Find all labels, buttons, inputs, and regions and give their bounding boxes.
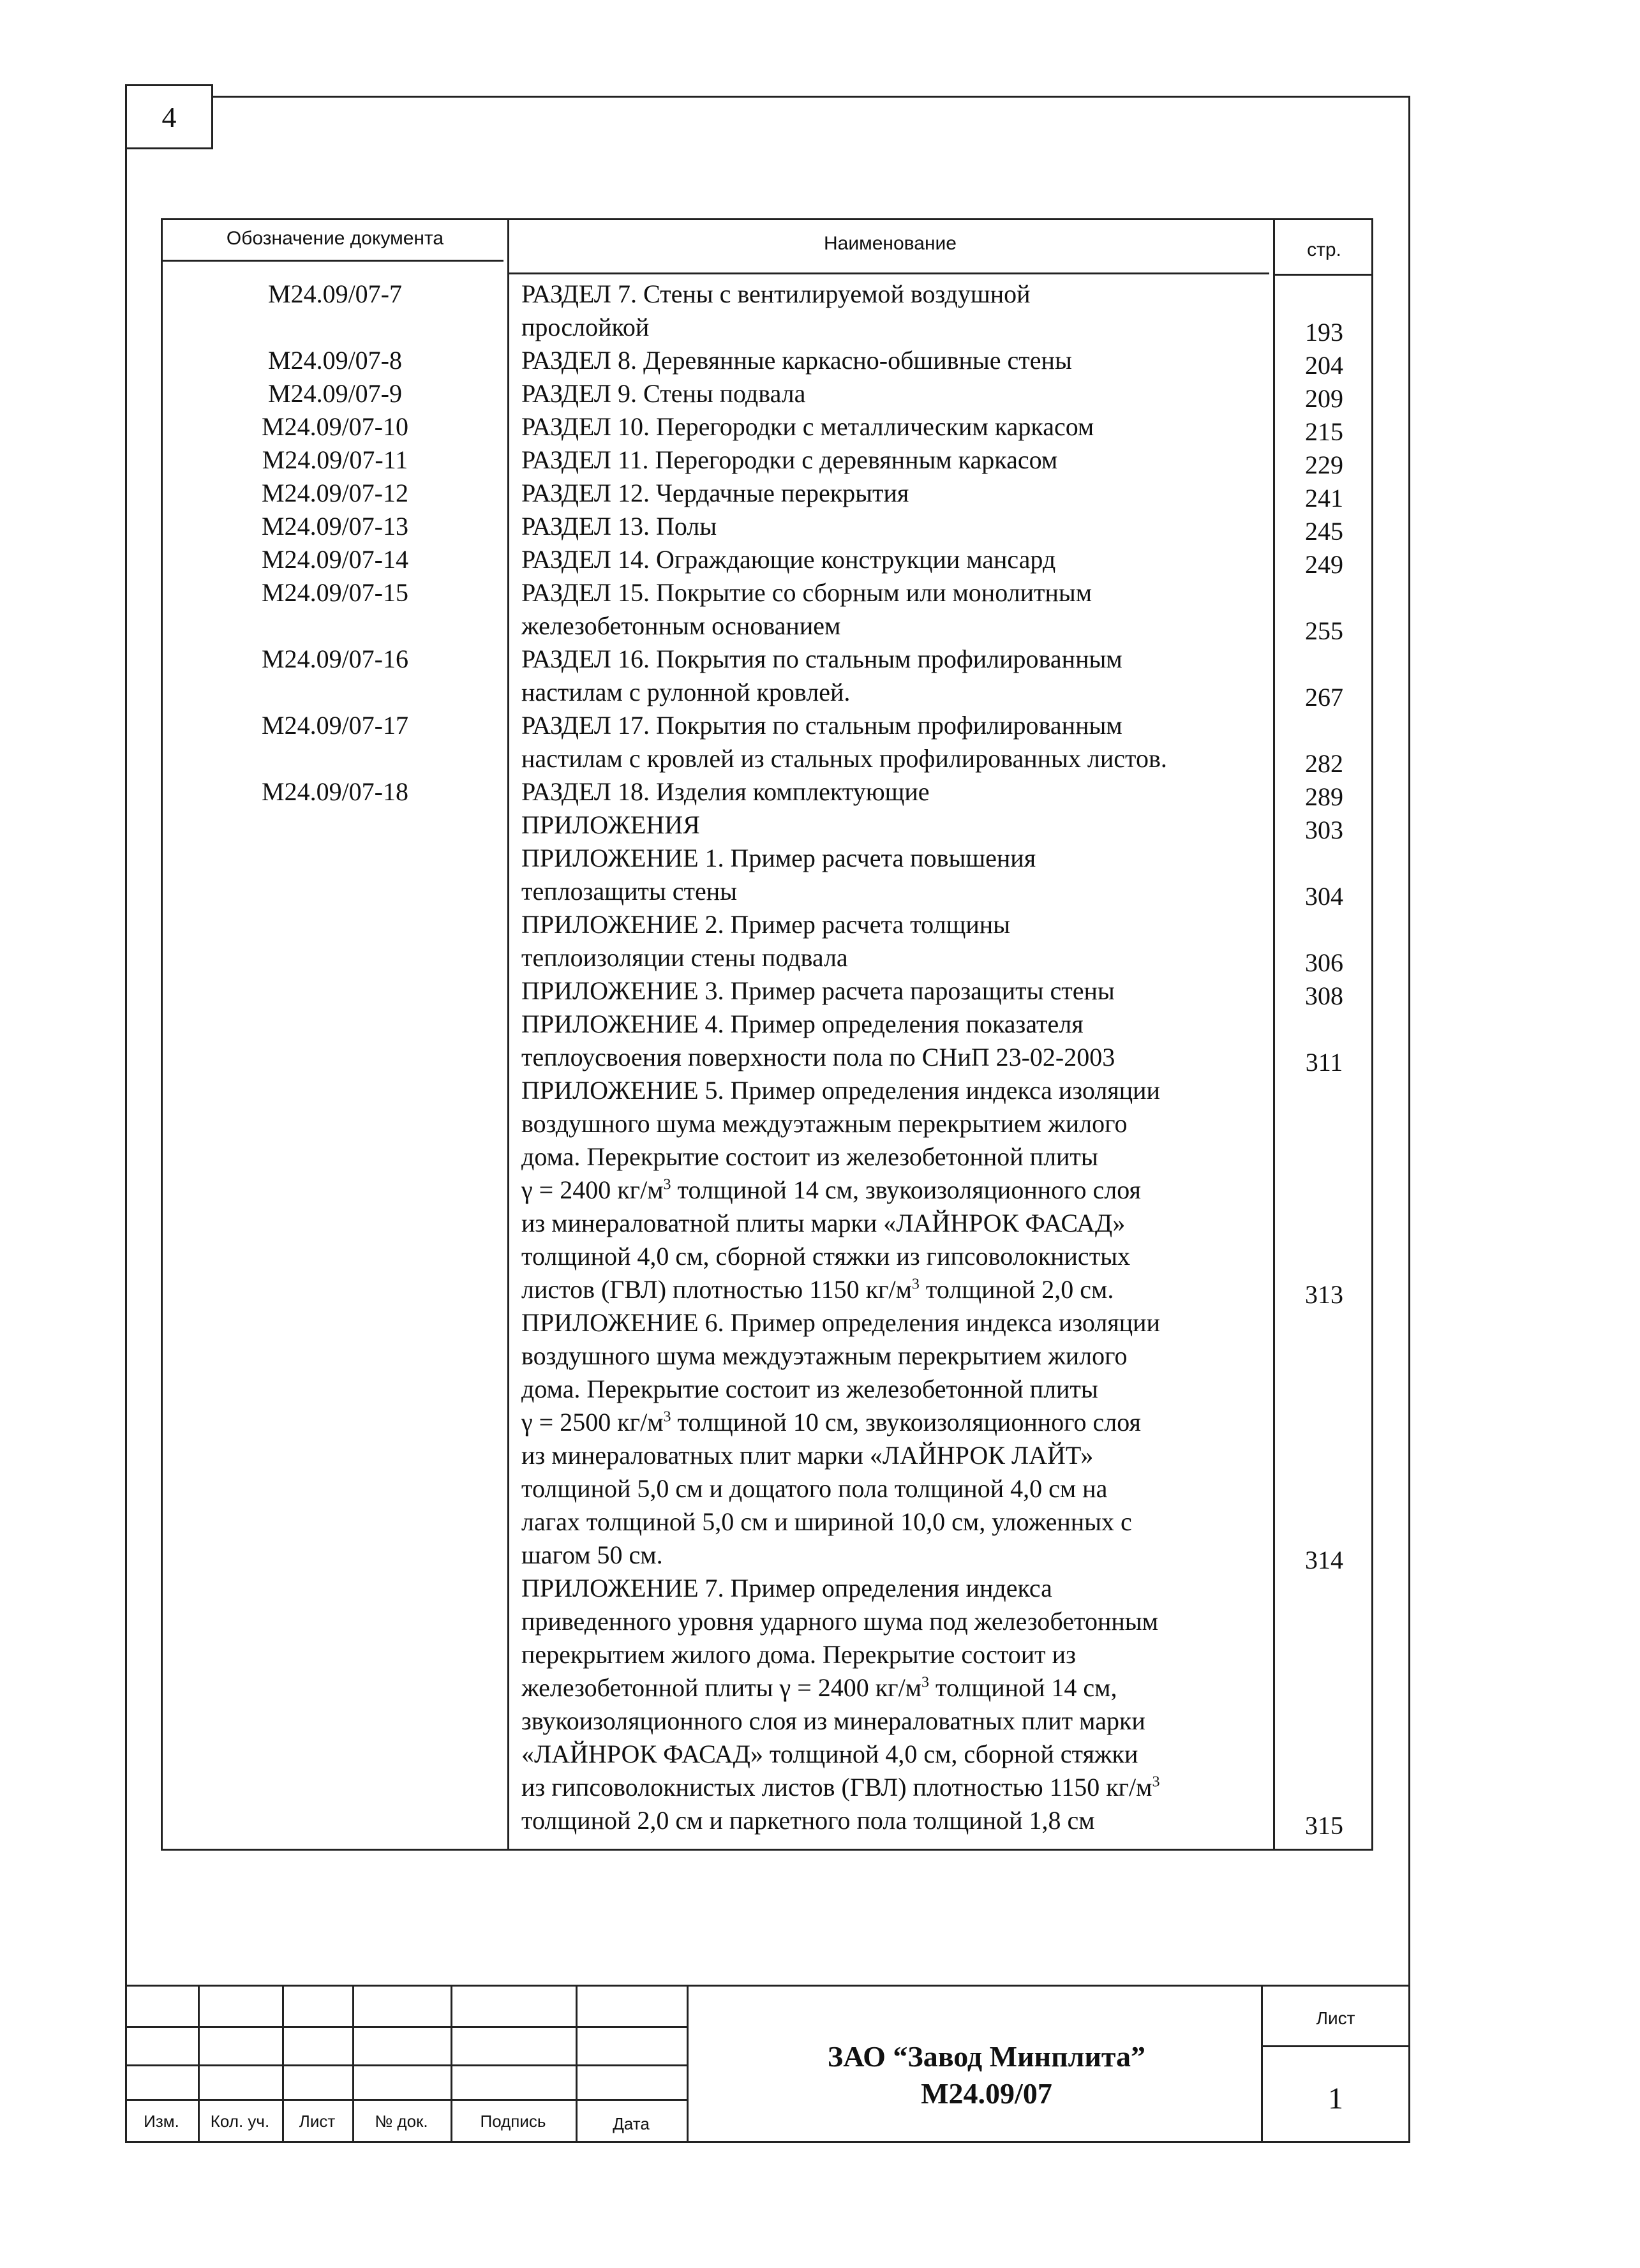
toc-row: [163, 809, 1371, 842]
toc-title-line: из минераловатной плиты марки «ЛАЙНРОК ФАСАД»: [521, 1209, 1126, 1237]
toc-code: М24.09/07-12: [262, 479, 408, 507]
toc-row: [163, 410, 1371, 444]
title-block: [125, 1985, 1410, 2143]
toc-title: [521, 1306, 1428, 1572]
toc-title-line: дома. Перекрытие состоит из железобетонной плиты: [521, 1375, 1098, 1403]
toc-title-line: γ = 2500 $кг/м^3$ толщиной 10 см, звукоизоляционного слоя: [521, 1408, 1141, 1436]
toc-page: 304: [1305, 882, 1343, 911]
toc-title-line: настилам с кровлей из стальных профилированных листов.: [521, 744, 1167, 773]
toc-title-line: ПРИЛОЖЕНИЯ: [521, 810, 700, 839]
toc-row: [163, 908, 1371, 977]
toc-title-line: лагах толщиной 5,0 см и шириной 10,0 см, уложенных с: [521, 1507, 1132, 1536]
toc-row: [163, 1074, 1371, 1309]
toc-row: [163, 643, 1371, 712]
toc-title: [521, 1572, 1428, 1837]
page-number-box: [125, 84, 213, 149]
toc-code: М24.09/07-17: [262, 711, 408, 740]
toc-page: 311: [1305, 1048, 1343, 1077]
stamp-label-docnum: № док.: [375, 2112, 428, 2131]
toc-title-line: шагом 50 см.: [521, 1541, 663, 1569]
toc-row: [163, 974, 1371, 1008]
toc-title-line: из гипсоволокнистых листов (ГВЛ) плотностью 1150 $кг/м^3$: [521, 1773, 1160, 1802]
toc-title-line: γ = 2400 $кг/м^3$ толщиной 14 см, звукоизоляционного слоя: [521, 1175, 1141, 1204]
toc-title-line: теплоизоляции стены подвала: [521, 943, 848, 972]
toc-code: М24.09/07-14: [262, 545, 408, 574]
sheet-label: Лист: [1316, 2008, 1355, 2028]
toc-page: 229: [1305, 451, 1343, 479]
toc-title-line: РАЗДЕЛ 9. Стены подвала: [521, 379, 806, 408]
toc-row: [163, 543, 1371, 579]
toc-title-line: толщиной 4,0 см, сборной стяжки из гипсоволокнистых: [521, 1242, 1131, 1271]
header-divider: [163, 260, 503, 262]
toc-page: 315: [1305, 1811, 1343, 1840]
toc-row: [163, 576, 1371, 643]
toc-title-line: железобетонным основанием: [521, 611, 841, 640]
toc-title-line: из минераловатных плит марки «ЛАЙНРОК ЛАЙТ»: [521, 1441, 1094, 1470]
toc-code: М24.09/07-15: [262, 578, 408, 607]
sheet-number: 1: [1328, 2082, 1343, 2115]
toc-row: [163, 510, 1371, 546]
toc-page: 306: [1305, 948, 1343, 977]
toc-title-line: РАЗДЕЛ 17. Покрытия по стальным профилированным: [521, 711, 1122, 740]
toc-title-line: РАЗДЕЛ 15. Покрытие со сборным или монолитным: [521, 578, 1092, 607]
toc-page: 215: [1305, 417, 1343, 446]
page-number: 4: [161, 100, 177, 133]
contents-table: [161, 218, 1373, 1851]
toc-row: [163, 377, 1371, 413]
stamp-label-date: Дата: [613, 2114, 650, 2133]
toc-title-line: прослойкой: [521, 313, 650, 341]
toc-page: 282: [1305, 749, 1343, 778]
stamp-row-line: [125, 2064, 687, 2066]
toc-row: [163, 1306, 1371, 1572]
toc-title-line: листов (ГВЛ) плотностью 1150 $кг/м^3$ толщиной 2,0 см.: [521, 1275, 1114, 1304]
toc-title-line: РАЗДЕЛ 16. Покрытия по стальным профилированным: [521, 645, 1122, 673]
toc-row: [163, 842, 1371, 911]
toc-title-line: «ЛАЙНРОК ФАСАД» толщиной 4,0 см, сборной стяжки: [521, 1740, 1138, 1768]
toc-code: М24.09/07-13: [262, 512, 408, 541]
company-name: ЗАО “Завод Минплита”: [827, 2040, 1146, 2073]
toc-title-line: звукоизоляционного слоя из минераловатных плит марки: [521, 1706, 1145, 1735]
toc-row: [163, 775, 1371, 809]
toc-page: 267: [1305, 683, 1343, 712]
toc-title-line: ПРИЛОЖЕНИЕ 6. Пример определения индекса изоляции: [521, 1308, 1160, 1337]
toc-title-line: РАЗДЕЛ 10. Перегородки с металлическим каркасом: [521, 412, 1094, 441]
toc-title-line: ПРИЛОЖЕНИЕ 2. Пример расчета толщины: [521, 910, 1011, 939]
toc-code: М24.09/07-7: [268, 280, 402, 308]
stamp-row-line: [125, 2026, 687, 2028]
toc-code: М24.09/07-16: [262, 645, 408, 673]
toc-page: 313: [1305, 1280, 1343, 1309]
toc-title-line: РАЗДЕЛ 12. Чердачные перекрытия: [521, 479, 909, 507]
toc-title-line: настилам с рулонной кровлей.: [521, 678, 851, 706]
toc-title: [521, 1074, 1428, 1306]
header-title: Наименование: [824, 233, 957, 254]
toc-page: 303: [1305, 816, 1343, 844]
toc-code: М24.09/07-18: [262, 777, 408, 806]
toc-page: 193: [1305, 318, 1343, 347]
toc-title-line: ПРИЛОЖЕНИЕ 3. Пример расчета парозащиты стены: [521, 976, 1115, 1005]
stamp-label-count: Кол. уч.: [210, 2112, 270, 2131]
toc-row: [163, 709, 1371, 778]
toc-title-line: РАЗДЕЛ 8. Деревянные каркасно-обшивные стены: [521, 346, 1072, 375]
toc-title-line: теплозащиты стены: [521, 877, 737, 906]
toc-title-line: воздушного шума междуэтажным перекрытием жилого: [521, 1109, 1128, 1138]
toc-title-line: толщиной 5,0 см и дощатого пола толщиной 4,0 см на: [521, 1474, 1108, 1503]
toc-title-line: железобетонной плиты γ = 2400 $кг/м^3$ толщиной 14 см,: [521, 1673, 1117, 1702]
header-divider: [507, 272, 1269, 274]
header-divider: [1273, 274, 1371, 276]
header-code: Обозначение документа: [226, 228, 444, 249]
toc-title-line: РАЗДЕЛ 7. Стены с вентилируемой воздушной: [521, 280, 1031, 308]
toc-title-line: воздушного шума междуэтажным перекрытием жилого: [521, 1341, 1128, 1370]
toc-title-line: теплоусвоения поверхности пола по СНиП 23-02-2003: [521, 1043, 1115, 1071]
toc-page: 314: [1305, 1546, 1343, 1574]
header-page: стр.: [1307, 239, 1341, 260]
toc-code: М24.09/07-11: [262, 445, 408, 474]
toc-row: [163, 344, 1371, 380]
stamp-label-signature: Подпись: [480, 2112, 546, 2131]
stamp-row-line: [125, 2099, 687, 2101]
toc-page: 245: [1305, 517, 1343, 546]
toc-title-line: перекрытием жилого дома. Перекрытие состоит из: [521, 1640, 1076, 1669]
toc-title-line: дома. Перекрытие состоит из железобетонной плиты: [521, 1142, 1098, 1171]
stamp-divider: [687, 1987, 689, 2143]
stamp-label-sheet: Лист: [299, 2112, 336, 2131]
toc-row: [163, 278, 1371, 347]
toc-row: [163, 444, 1371, 477]
toc-title-line: ПРИЛОЖЕНИЕ 5. Пример определения индекса изоляции: [521, 1076, 1160, 1105]
toc-row: [163, 1572, 1371, 1840]
toc-code: М24.09/07-9: [268, 379, 402, 408]
toc-row: [163, 1008, 1371, 1077]
toc-title-line: РАЗДЕЛ 13. Полы: [521, 512, 717, 541]
toc-page: 255: [1305, 616, 1343, 645]
stamp-label-change: Изм.: [144, 2112, 179, 2131]
toc-page: 289: [1305, 782, 1343, 811]
toc-code: М24.09/07-8: [268, 346, 402, 375]
toc-title-line: ПРИЛОЖЕНИЕ 1. Пример расчета повышения: [521, 844, 1036, 872]
toc-title-line: РАЗДЕЛ 11. Перегородки с деревянным каркасом: [521, 445, 1058, 474]
toc-page: 204: [1305, 351, 1343, 380]
toc-code: М24.09/07-10: [262, 412, 408, 441]
toc-title-line: ПРИЛОЖЕНИЕ 7. Пример определения индекса: [521, 1574, 1052, 1602]
document-number: М24.09/07: [921, 2077, 1052, 2110]
toc-page: 241: [1305, 484, 1343, 512]
toc-title-line: приведенного уровня ударного шума под железобетонным: [521, 1607, 1158, 1636]
toc-title-line: ПРИЛОЖЕНИЕ 4. Пример определения показателя: [521, 1010, 1084, 1038]
toc-title-line: толщиной 2,0 см и паркетного пола толщиной 1,8 см: [521, 1806, 1095, 1835]
toc-page: 308: [1305, 981, 1343, 1010]
toc-page: 209: [1305, 384, 1343, 413]
toc-title-line: РАЗДЕЛ 18. Изделия комплектующие: [521, 777, 930, 806]
stamp-row-line: [1261, 2045, 1410, 2047]
toc-title-line: РАЗДЕЛ 14. Ограждающие конструкции мансард: [521, 545, 1056, 574]
toc-row: [163, 477, 1371, 510]
toc-page: 249: [1305, 550, 1343, 579]
